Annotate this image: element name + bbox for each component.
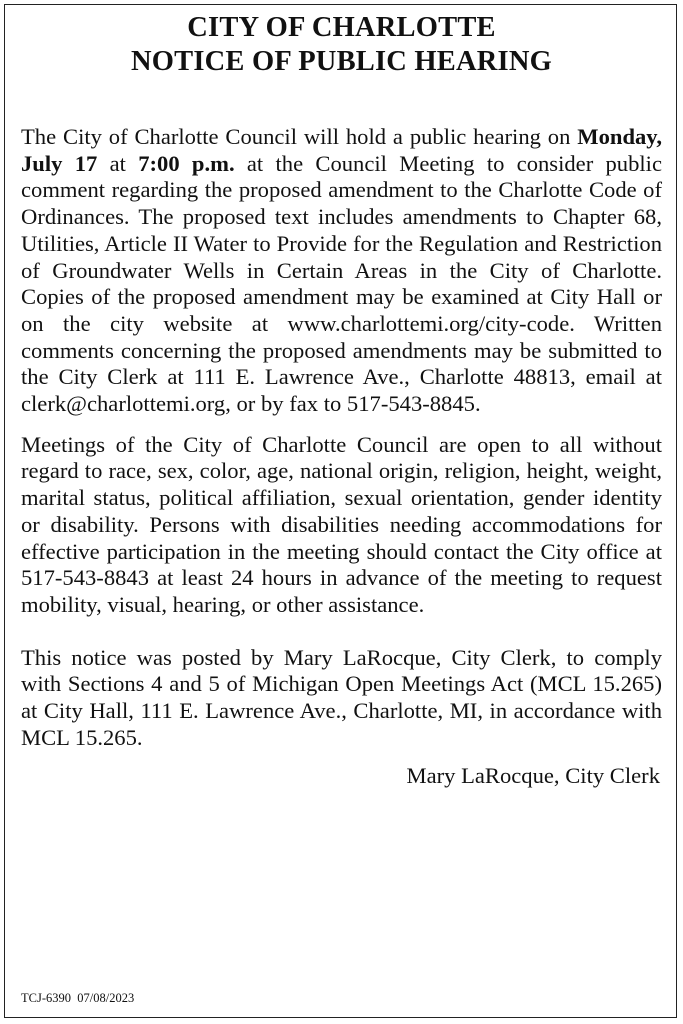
hearing-time: 7:00 p.m.	[138, 150, 235, 176]
posting-paragraph: This notice was posted by Mary LaRocque, City Clerk, to comply with Sections 4 and 5 of Michigan Open Meetings Act (MCL 15.265) at City Hall, 111 E. Lawrence Ave., Charlotte, MI, in accordance with MCL 15.265.	[21, 644, 662, 750]
clerk-signature: Mary LaRocque, City Clerk	[406, 763, 660, 789]
public-notice	[4, 4, 677, 1018]
title-line-1: CITY OF CHARLOTTE	[187, 12, 496, 43]
hearing-text-a: The City of Charlotte Council will hold a public hearing on	[21, 124, 578, 149]
notice-title	[21, 11, 662, 79]
hearing-date: Monday, July 17	[21, 124, 662, 176]
accessibility-paragraph: Meetings of the City of Charlotte Council are open to all without regard to race, sex, color, age, national origin, religion, height, weight, marital status, political affiliation, sexual orientation, gender identity or disability. Persons with disabilities needing accommodations for effective participation in the meeting should contact the City office at 517-543-8843 at least 24 hours in advance of the meeting to request mobility, visual, hearing, or other assistance.	[21, 431, 662, 617]
title-line-2: NOTICE OF PUBLIC HEARING	[130, 46, 552, 77]
reference-code: TCJ-6390 07/08/2023	[21, 991, 135, 1005]
hearing-paragraph	[21, 124, 662, 418]
hearing-text-b: at	[97, 150, 139, 176]
hearing-text-c: at the Council Meeting to consider public comment regarding the proposed amendment to the Charlotte Code of Ordinances. The proposed text includes amendments to Chapter 68, Utilities, Article II Water to Provide for the Regulation and Restriction of Groundwater Wells in Certain Areas in the City of Charlotte. Copies of the proposed amendment may be examined at City Hall or on the city website at www.​charlottemi.org/city-code. Written comments concerning the proposed amendments may be submitted to the City Clerk at 111 E. Lawrence Ave., Charlotte 48813, email at clerk@charlottemi.org, or by fax to 517-543-8845.	[21, 150, 662, 417]
